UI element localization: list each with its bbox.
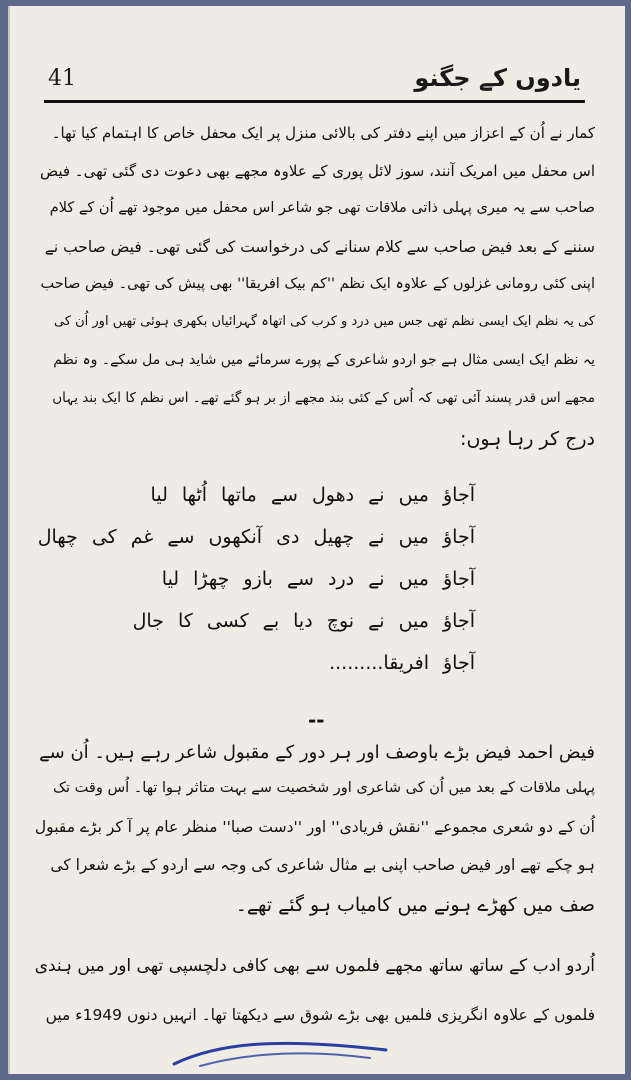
poem-line: آجاؤ میں نے درد سے بازو چھڑا لیا bbox=[161, 568, 475, 590]
book-title: یادوں کے جگنو bbox=[414, 64, 581, 92]
text-line: اُن کے دو شعری مجموعے ''نقش فریادی'' اور ''دست صبا'' منظر عام پر آ کر بڑے مقبول bbox=[34, 818, 595, 836]
text-line: صاحب سے یہ میری پہلی ذاتی ملاقات تھی جو شاعر اس محفل میں موجود تھے اُن کے کلام bbox=[49, 200, 595, 216]
poem-line: آجاؤ افریقا......... bbox=[329, 652, 475, 674]
text-line: اس محفل میں امریک آنند، سوز لائل پوری کے علاوہ مجھے بھی دعوت دی گئی تھی۔ فیض bbox=[39, 162, 595, 180]
ink-underline-mark bbox=[170, 1036, 390, 1072]
text-line: صف میں کھڑے ہونے میں کامیاب ہو گئے تھے۔ bbox=[235, 894, 595, 916]
section-separator: -- bbox=[308, 708, 325, 732]
text-line: درج کر رہا ہوں: bbox=[460, 428, 595, 450]
text-line: سننے کے بعد فیض صاحب سے کلام سنانے کی درخواست کی گئی تھی۔ فیض صاحب نے bbox=[44, 238, 595, 256]
text-line: ہو چکے تھے اور فیض صاحب اپنی بے مثال شاعری کی وجہ سے اردو کے بڑے شعرا کی bbox=[50, 856, 595, 874]
book-page bbox=[8, 6, 625, 1074]
poem-line: آجاؤ میں نے چھیل دی آنکھوں سے غم کی چھال bbox=[37, 526, 475, 548]
text-line: فلموں کے علاوہ انگریزی فلمیں بھی بڑے شوق سے دیکھتا تھا۔ انہیں دنوں 1949ء میں bbox=[45, 1006, 595, 1024]
text-line: فیض احمد فیض بڑے باوصف اور ہر دور کے مقبول شاعر رہے ہیں۔ اُن سے bbox=[39, 742, 595, 763]
poem-line: آجاؤ میں نے نوچ دیا بے کسی کا جال bbox=[132, 610, 475, 632]
text-line: اپنی کئی رومانی غزلوں کے علاوہ ایک نظم ''کم بیک افریقا'' بھی پیش کی تھی۔ فیض صاحب bbox=[40, 276, 595, 292]
text-line: کمار نے اُن کے اعزاز میں اپنے دفتر کی بالائی منزل پر ایک محفل خاص کا اہتمام کیا تھا۔ bbox=[51, 124, 595, 142]
text-line: کی یہ نظم ایک ایسی نظم تھی جس میں درد و کرب کی اتھاہ گہرائیاں بکھری ہوئی تھیں اور اُن کی bbox=[53, 314, 595, 329]
header-rule bbox=[44, 100, 585, 103]
poem-line: آجاؤ میں نے دھول سے ماتھا اُٹھا لیا bbox=[150, 484, 475, 506]
text-line: مجھے اس قدر پسند آئی تھی کہ اُس کے کئی بند مجھے از بر ہو گئے تھے۔ اس نظم کا ایک بند یہاں bbox=[52, 390, 595, 406]
text-line: اُردو ادب کے ساتھ ساتھ مجھے فلموں سے بھی کافی دلچسپی تھی اور میں ہندی bbox=[34, 956, 595, 976]
page-number: 41 bbox=[48, 66, 76, 91]
text-line: یہ نظم ایک ایسی مثال ہے جو اردو شاعری کے پورے سرمائے میں شاید ہی مل سکے۔ وہ نظم bbox=[53, 352, 595, 368]
page-header bbox=[10, 6, 625, 106]
text-line: پہلی ملاقات کے بعد میں اُن کی شاعری اور شخصیت سے بہت متاثر ہوا تھا۔ اُس وقت تک bbox=[53, 780, 595, 796]
